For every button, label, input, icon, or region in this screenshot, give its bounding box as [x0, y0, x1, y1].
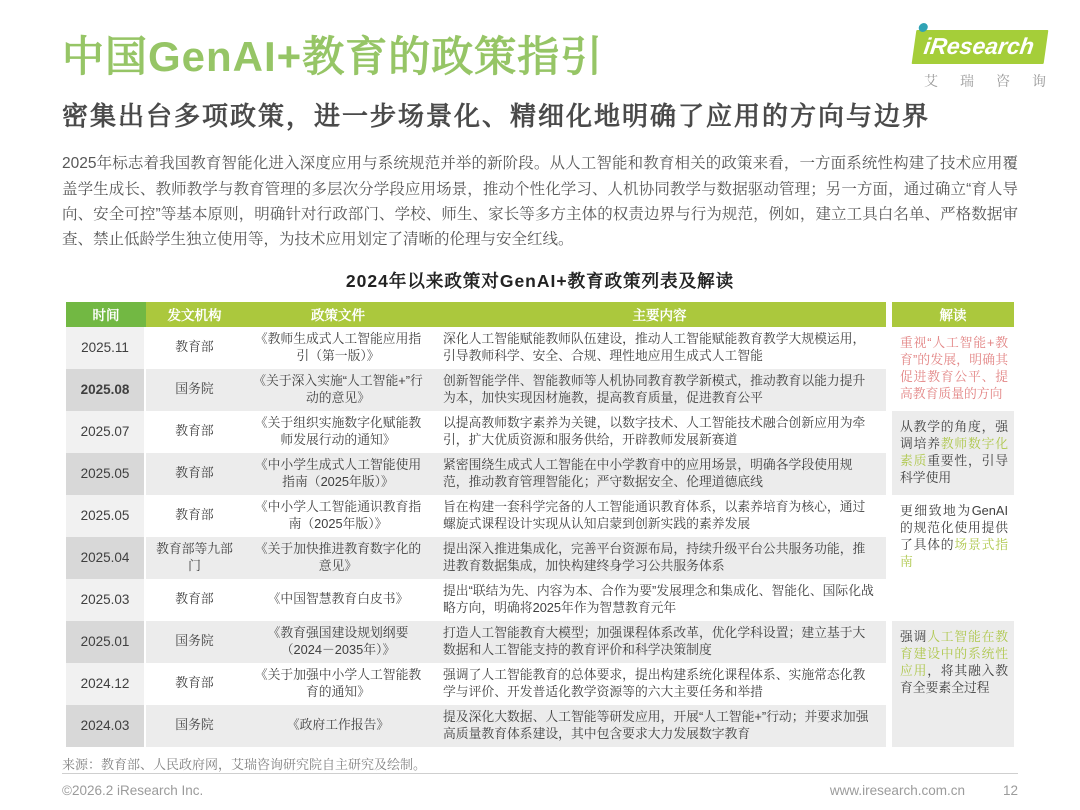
copyright-text: ©2026.2 iResearch Inc. [62, 783, 204, 798]
interpretation-highlight: 场景式指南 [900, 536, 1009, 569]
interpretation-block [892, 621, 1014, 747]
policy-table-main [66, 302, 886, 747]
cell-content: 提出深入推进集成化，完善平台资源布局，持续升级平台公共服务功能，推进教育数据集成，加快构建终身学习公共服务体系 [433, 537, 886, 579]
source-note: 来源：教育部、人民政府网，艾瑞咨询研究院自主研究及绘制。 [62, 756, 427, 772]
iresearch-logo [914, 30, 1068, 91]
cell-document: 《中国智慧教育白皮书》 [267, 591, 409, 607]
cell-document: 《中小学生成式人工智能使用指南（2025年版）》 [243, 453, 433, 495]
cell-agency: 教育部 [175, 675, 214, 691]
cell-document: 《关于加快推进教育数字化的意见》 [243, 537, 433, 579]
cell-content: 创新智能学伴、智能教师等人机协同教育教学新模式，推动教育以能力提升为本，加快实现因材施教，提高教育质量，促进教育公平 [433, 369, 886, 411]
cell-agency: 教育部 [175, 507, 214, 523]
page-title: 中国GenAI+教育的政策指引 [62, 33, 604, 80]
cell-date: 2024.03 [66, 705, 146, 747]
policy-table [66, 302, 1014, 747]
table-row [66, 579, 886, 621]
table-row [66, 663, 886, 705]
interpretation-block [892, 411, 1014, 495]
cell-document: 《关于深入实施“人工智能+”行动的意见》 [243, 369, 433, 411]
cell-date: 2025.11 [66, 327, 146, 369]
column-header-time: 时间 [66, 302, 146, 327]
table-row [66, 411, 886, 453]
cell-agency: 教育部 [146, 453, 243, 495]
table-row [66, 495, 886, 537]
interpretation-block-empty [892, 579, 1014, 621]
interpretation-block [892, 495, 1014, 579]
cell-agency: 教育部 [175, 423, 214, 439]
column-header-interpretation: 解读 [892, 302, 1014, 327]
interpretation-text: 重要性，引导科学使用 [900, 452, 1009, 485]
table-row [66, 705, 886, 747]
cell-content: 提出“联结为先、内容为本、合作为要”发展理念和集成化、智能化、国际化战略方向，明确将2025年作为智慧教育元年 [443, 582, 874, 615]
cell-content: 提及深化大数据、人工智能等研发应用，开展“人工智能+”行动；并要求加强高质量教育体系建设，其中包含要求大力发展数字教育 [433, 705, 886, 747]
cell-document: 《关于加强中小学人工智能教育的通知》 [254, 666, 422, 699]
table-row [66, 537, 886, 579]
cell-date: 2025.04 [66, 537, 146, 579]
cell-agency: 教育部等九部门 [146, 537, 243, 579]
cell-document: 《政府工作报告》 [243, 705, 433, 747]
cell-content: 旨在构建一套科学完备的人工智能通识教育体系，以素养培育为核心，通过螺旋式课程设计实现从认知启蒙到创新实践的素养发展 [443, 498, 866, 531]
cell-date: 2025.05 [66, 453, 146, 495]
interpretation-text-red: 重视“人工智能+教育”的发展，明确其促进教育公平、提高教育质量的方向 [900, 334, 1008, 401]
logo-brand-text: iResearch [922, 33, 1036, 59]
page-subtitle: 密集出台多项政策，进一步场景化、精细化地明确了应用的方向与边界 [62, 101, 931, 132]
logo-brand-cn: 艾瑞咨询 [924, 73, 1068, 89]
cell-agency: 教育部 [175, 339, 214, 355]
table-header-row [66, 302, 886, 327]
column-header-document: 政策文件 [243, 302, 433, 327]
cell-agency: 国务院 [146, 705, 243, 747]
cell-agency: 国务院 [146, 369, 243, 411]
column-header-agency: 发文机构 [146, 302, 243, 327]
interpretation-highlight: 人工智能在教育建设中的系统性应用 [900, 628, 1009, 678]
interpretation-highlight: 教师数字化素质 [900, 435, 1009, 468]
cell-date: 2025.01 [66, 621, 146, 663]
table-row [66, 369, 886, 411]
interpretation-text: 从教学的角度，强调培养 [900, 418, 1008, 451]
column-header-content: 主要内容 [433, 302, 886, 327]
intro-paragraph: 2025年标志着我国教育智能化进入深度应用与系统规范并举的新阶段。从人工智能和教育相关的政策来看，一方面系统性构建了技术应用覆盖学生成长、教师教学与教育管理的多层次分学段应用场景，推动个性化学习、人机协同教学与数据驱动管理；另一方面，通过确立“育人导向、安全可控”等基本原则，明确针对行政部门、学校、师生、家长等多方主体的权责边界与行为规范，例如，建立工具白名单、严格数据审查、禁止低龄学生独立使用等，为技术应用划定了清晰的伦理与安全红线。 [62, 155, 1018, 249]
page-number: 12 [1002, 783, 1018, 798]
website-link[interactable]: www.iresearch.com.cn [829, 783, 965, 798]
table-row [66, 453, 886, 495]
cell-date: 2025.08 [66, 369, 146, 411]
interpretation-text: 强调 [900, 628, 928, 644]
cell-document: 《关于组织实施数字化赋能教师发展行动的通知》 [254, 414, 422, 447]
cell-content: 紧密围绕生成式人工智能在中小学教育中的应用场景，明确各学段使用规范，推动教育管理智能化；严守数据安全、伦理道德底线 [433, 453, 886, 495]
cell-date: 2025.03 [66, 579, 146, 621]
cell-agency: 国务院 [146, 621, 243, 663]
cell-document: 《教师生成式人工智能应用指引（第一版）》 [254, 330, 422, 363]
interpretation-column [892, 302, 1014, 747]
table-title: 2024年以来政策对GenAI+教育政策列表及解读 [345, 270, 735, 291]
cell-content: 打造人工智能教育大模型；加强课程体系改革，优化学科设置；建立基于大数据和人工智能支持的教育评价和科学决策制度 [433, 621, 886, 663]
cell-date: 2024.12 [66, 663, 146, 705]
cell-content: 以提高教师数字素养为关键，以数字技术、人工智能技术融合创新应用为牵引，扩大优质资源和服务供给，开辟教师发展新赛道 [443, 414, 866, 447]
interpretation-text: 更细致地为GenAI的规范化使用提供了具体的 [900, 502, 1008, 552]
cell-content: 深化人工智能赋能教师队伍建设，推动人工智能赋能教育教学大规模运用，引导教师科学、安全、合规、理性地应用生成式人工智能 [443, 330, 866, 363]
cell-document: 《中小学人工智能通识教育指南（2025年版）》 [254, 498, 422, 531]
table-row [66, 327, 886, 369]
cell-agency: 教育部 [175, 591, 214, 607]
interpretation-block [892, 327, 1014, 411]
cell-date: 2025.07 [66, 411, 146, 453]
page-header [0, 0, 1080, 133]
cell-document: 《教育强国建设规划纲要（2024－2035年）》 [243, 621, 433, 663]
interpretation-text: ，将其融入教育全要素全过程 [900, 662, 1009, 695]
iresearch-logo-box [912, 30, 1049, 64]
cell-date: 2025.05 [66, 495, 146, 537]
footer-bar [62, 773, 1018, 798]
logo-dot-icon [918, 23, 928, 32]
cell-content: 强调了人工智能教育的总体要求，提出构建系统化课程体系、实施常态化教学与评价、开发普适化教学资源等的六大主要任务和举措 [443, 666, 866, 699]
table-row [66, 621, 886, 663]
